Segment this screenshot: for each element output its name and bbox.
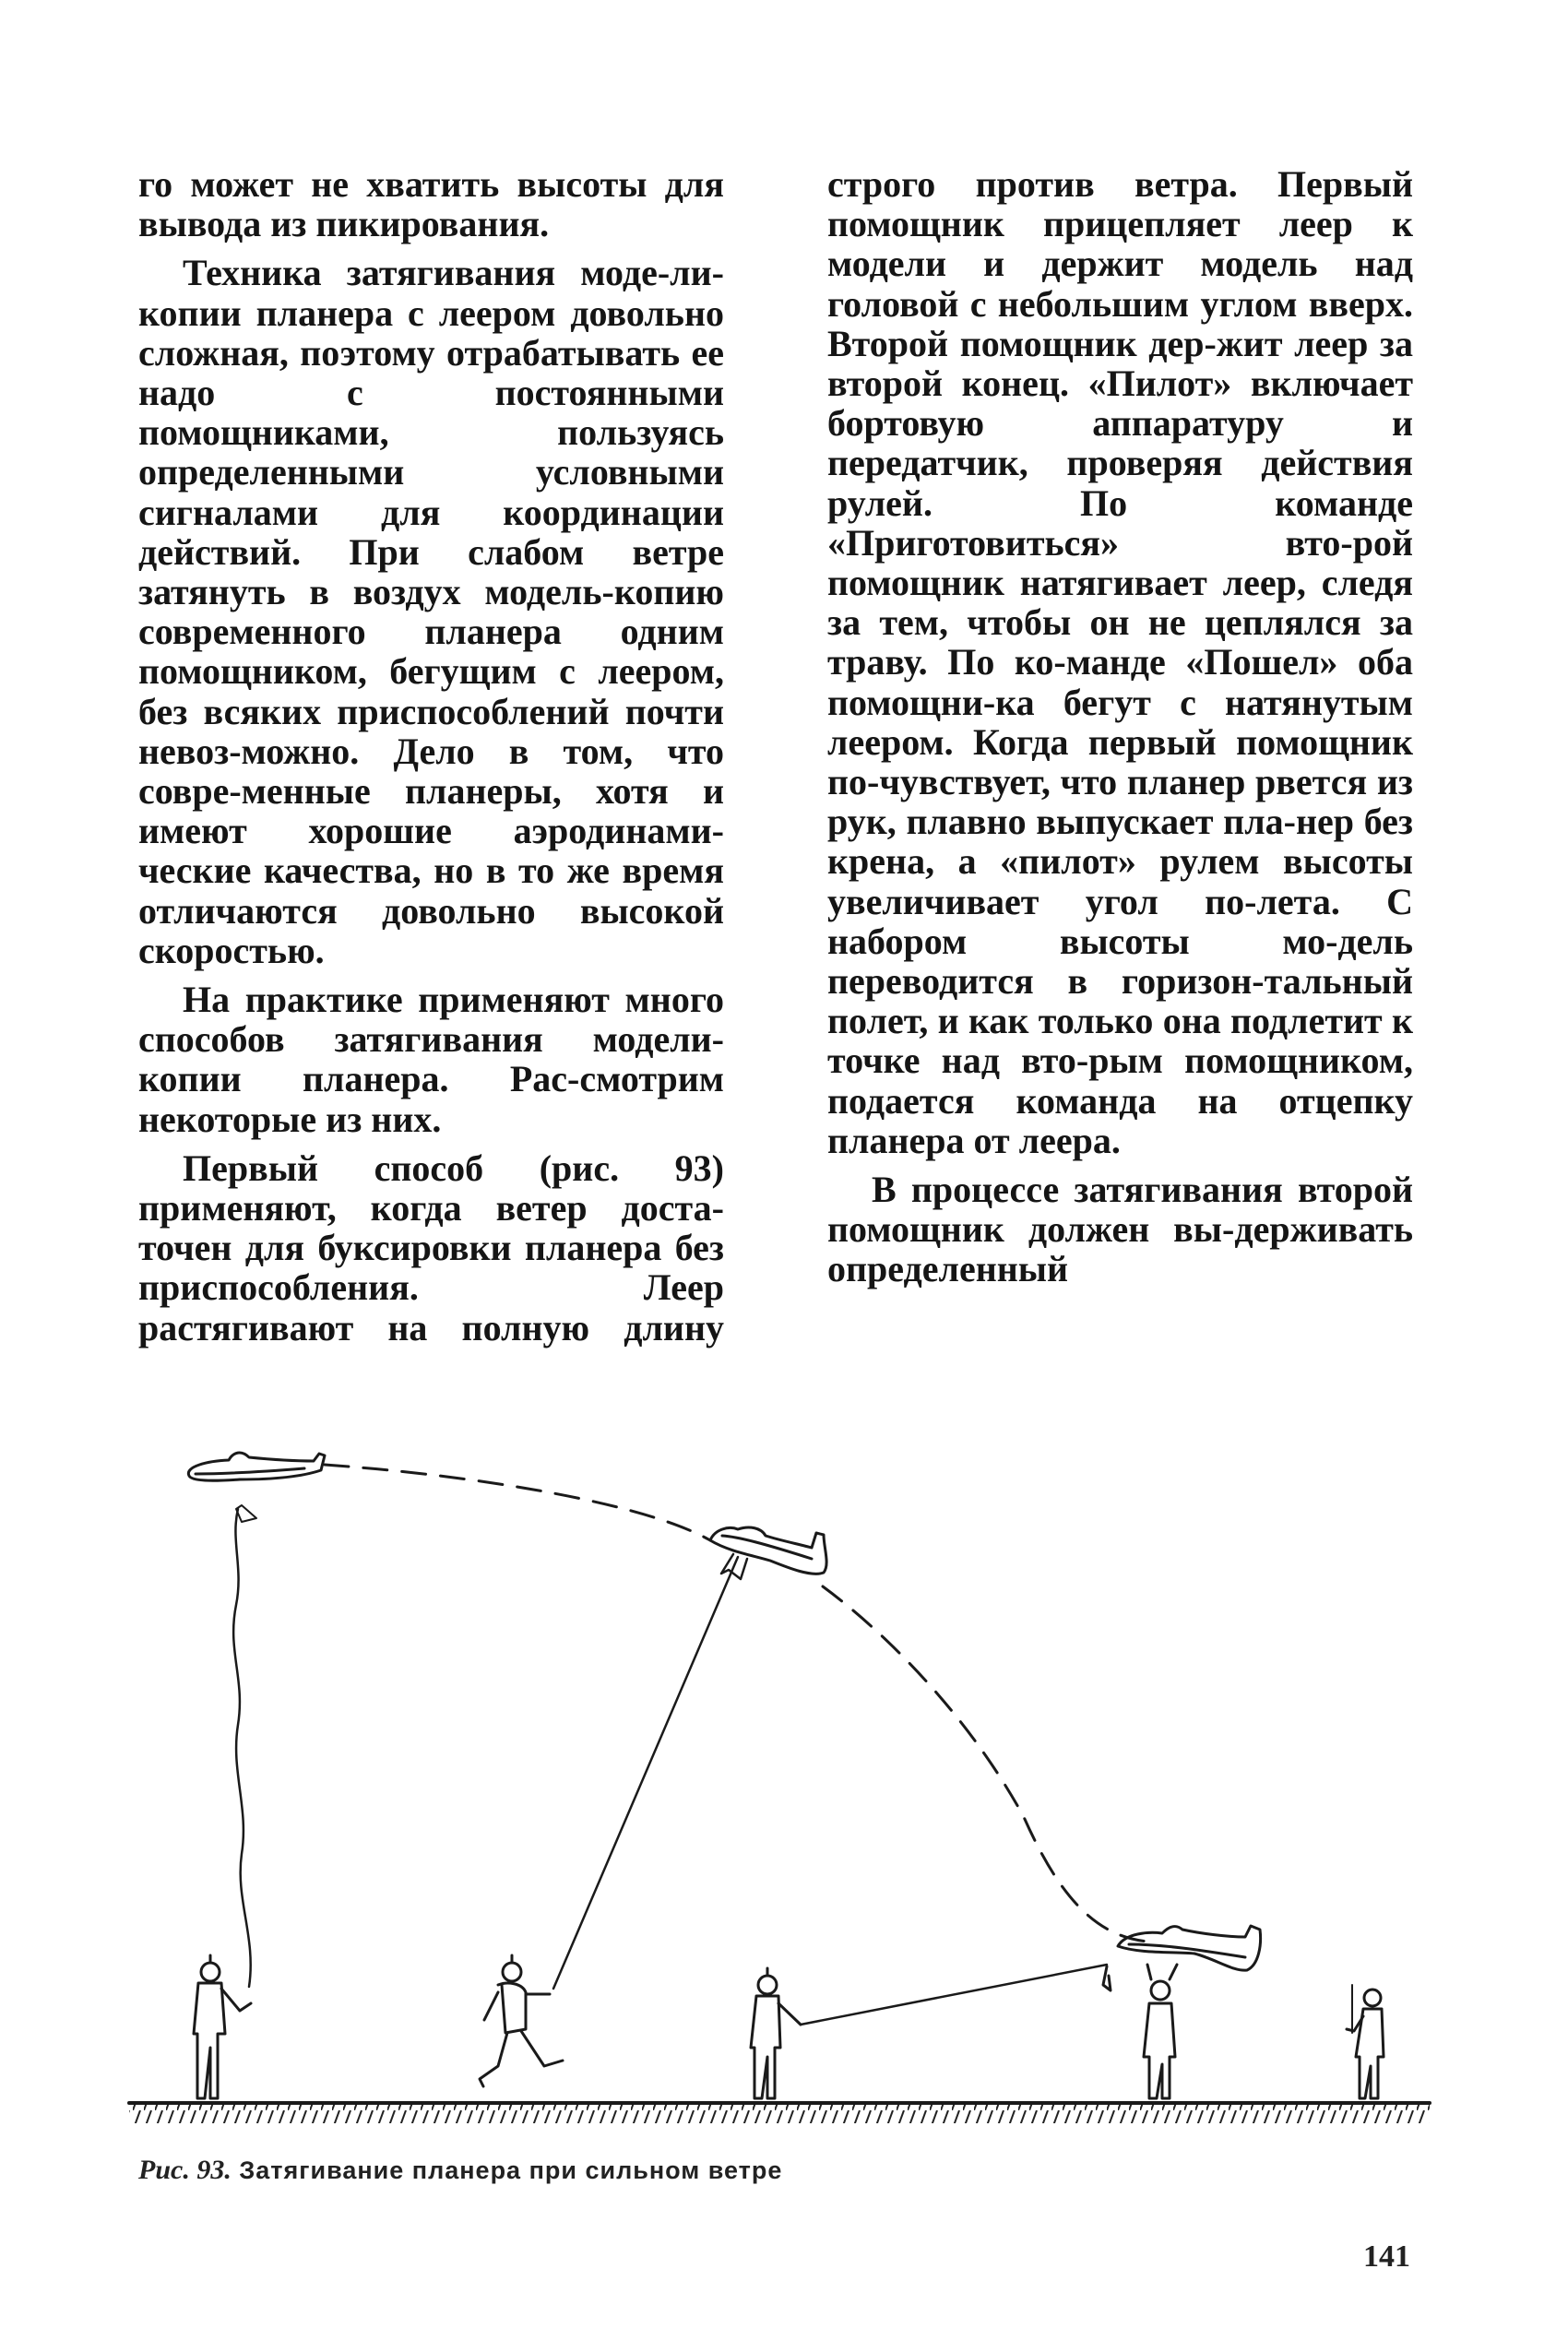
- figure-caption: [138, 2155, 782, 2186]
- glider-right: [1103, 1926, 1261, 1990]
- right-text-column: [827, 164, 1413, 1289]
- figure-caption-text: Затягивание планера при сильном ветре: [231, 2156, 783, 2184]
- towline-right: [801, 1965, 1107, 2025]
- glider-towing-illustration: [0, 1420, 1568, 2158]
- glider-middle: [710, 1527, 826, 1579]
- person-standing-3: [751, 1968, 801, 2098]
- page-number: 141: [1363, 2239, 1410, 2274]
- person-holding-glider-4: [1144, 1965, 1177, 2098]
- person-pilot-5: [1347, 1985, 1384, 2098]
- right-paragraph-1: строго против ветра. Первый помощник прицепляет леер к модели и держит модель над головой с небольшим углом вверх. Второй помощник дер-жит леер за второй конец. «Пилот» включает бортовую аппаратуру и передатчик, проверяя действия рулей. По команде «Приготовиться» вто-рой помощник натягивает леер, следя за тем, чтобы он не цеплялся за траву. По ко-манде «Пошел» оба помощни-ка бегут с натянутым леером. Когда первый помощник по-чувствует, что планер рвется из рук, плавно выпускает пла-нер без крена, а «пилот» рулем высоты увеличивает угол по-лета. С набором высоты мо-дель переводится в горизон-тальный полет, и как только она подлетит к точке над вто-рым помощником, подается команда на отцепку планера от леера.: [827, 163, 1413, 1161]
- left-paragraph-4: Первый способ (рис. 93) применяют, когда ветер доста-точен для буксировки планера без приспособления. Леер растягивают на полную длину: [138, 1146, 724, 1348]
- person-standing-1: [194, 1955, 251, 2098]
- towline-middle: [553, 1557, 738, 1989]
- left-text-column: [138, 164, 724, 1348]
- towline-wavy: [233, 1509, 251, 1987]
- right-paragraph-2: В процессе затягивания второй помощник должен вы-держивать определенный: [827, 1169, 1413, 1290]
- person-running-2: [480, 1955, 563, 2086]
- left-paragraph-2: Техника затягивания моде-ли-копии планера с леером довольно сложная, поэтому отрабатывать ее надо с постоянными помощниками, пользуясь определенными условными сигналами для координации действий. При слабом ветре затянуть в воздух модель-копию современного планера одним помощником, бегущим с леером, без всяких приспособлений почти невоз-можно. Дело в том, что совре-менные планеры, хотя и имеют хорошие аэродинами-ческие качества, но в то же время отличаются довольно высокой скоростью.: [138, 252, 724, 971]
- ground-hatching: [129, 2105, 1430, 2123]
- left-paragraph-1: го может не хватить высоты для вывода из пикирования.: [138, 163, 724, 245]
- pennant-small: [236, 1505, 256, 1522]
- flight-path-dashed: [325, 1465, 1148, 1942]
- left-paragraph-3: На практике применяют много способов затягивания модели-копии планера. Рас-смотрим некоторые из них.: [138, 979, 724, 1140]
- figure-label: Рис. 93.: [138, 2155, 232, 2185]
- glider-high-left: [188, 1453, 325, 1480]
